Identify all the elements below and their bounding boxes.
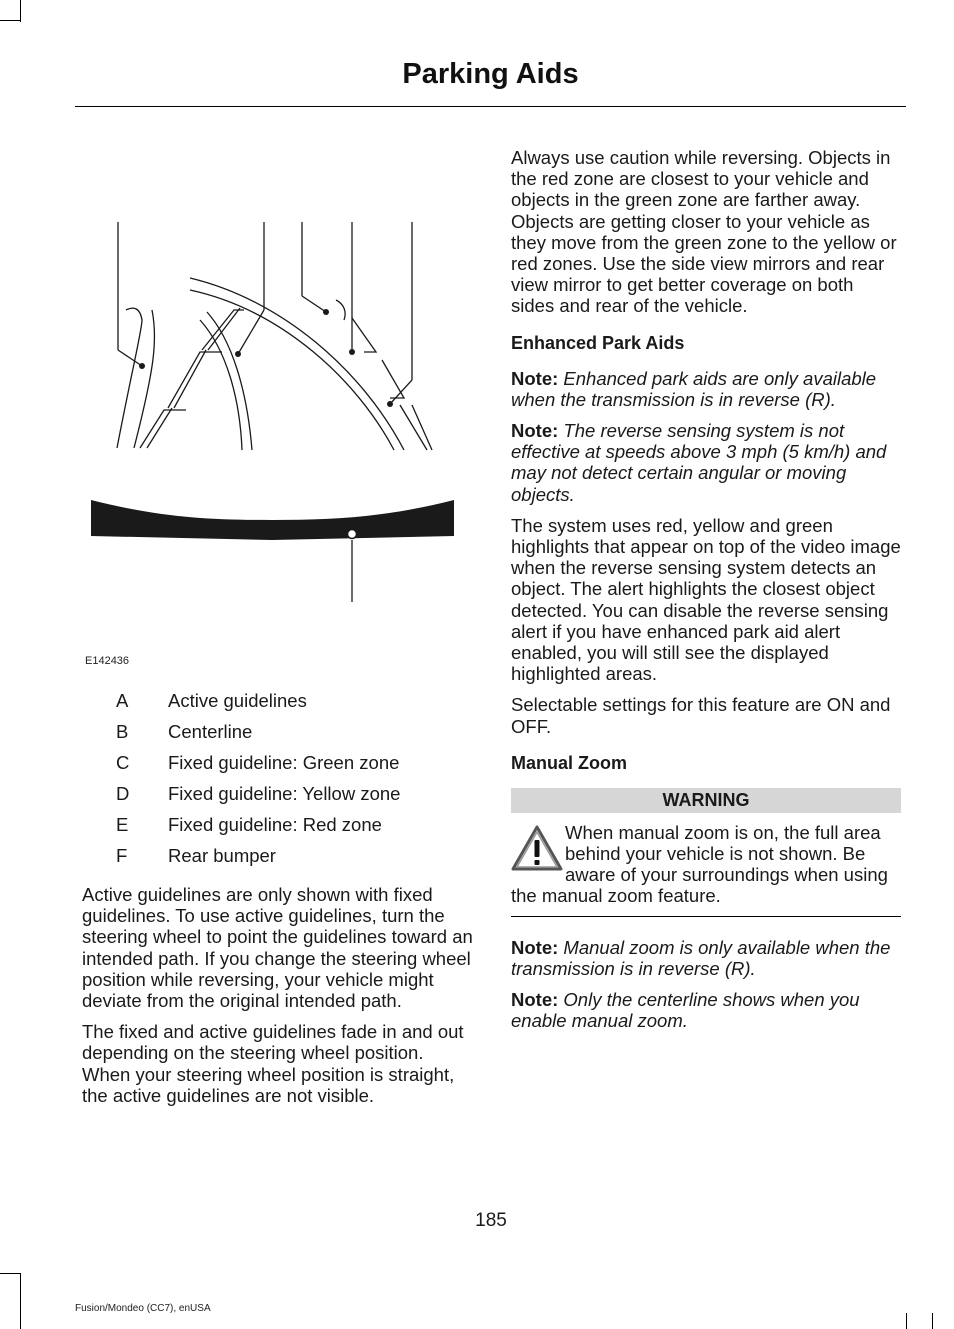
- warning-text: When manual zoom is on, the full area behind your vehicle is not shown. Be aware of your surroundings when using the manual zoom feature.: [511, 821, 888, 907]
- legend-text: Fixed guideline: Green zone: [168, 752, 400, 773]
- paragraph: Active guidelines are only shown with fixed guidelines. To use active guidelines, turn the steering wheel to point the guidelines toward an intended path. If you change the steering wheel position while reversing, your vehicle might deviate from the original intended path.: [82, 884, 473, 1012]
- legend-row: [82, 752, 472, 783]
- legend-row: [82, 845, 472, 876]
- paragraph: The fixed and active guidelines fade in and out depending on the steering wheel position. When your steering wheel position is straight, the active guidelines are not visible.: [82, 1021, 464, 1106]
- warning-rule: [511, 916, 901, 917]
- legend-text: Fixed guideline: Red zone: [168, 814, 382, 835]
- header-rule: [75, 106, 906, 107]
- legend-text: Centerline: [168, 721, 253, 742]
- guidelines-figure: [82, 200, 472, 670]
- paragraph: Selectable settings for this feature are ON and OFF.: [511, 694, 891, 737]
- legend-letter: C: [116, 752, 130, 773]
- legend-row: [82, 814, 472, 845]
- legend-letter: A: [116, 690, 129, 711]
- note: [511, 368, 901, 410]
- legend-text: Active guidelines: [168, 690, 307, 711]
- crop-mark: [906, 1313, 907, 1329]
- note: [511, 420, 901, 505]
- legend-letter: F: [116, 845, 128, 866]
- note-label: Note:: [511, 989, 559, 1011]
- legend-text: Rear bumper: [168, 845, 276, 866]
- legend-row: [82, 690, 472, 721]
- note: [511, 989, 901, 1031]
- warning-triangle-icon: [511, 824, 563, 872]
- legend-text: Fixed guideline: Yellow zone: [168, 783, 401, 804]
- note-body: Enhanced park aids are only available when the transmission is in reverse (R).: [511, 367, 877, 410]
- section-heading: Enhanced Park Aids: [511, 332, 685, 353]
- note: [511, 937, 901, 979]
- warning-box: [511, 822, 901, 907]
- legend-row: [82, 783, 472, 814]
- paragraph: Always use caution while reversing. Objects in the red zone are closest to your vehicle and objects in the green zone are farther away. Objects are getting closer to your vehicle as they move from the green zone to the yellow or red zones. Use the side view mirrors and rear view mirror to get better coverage on both sides and rear of the vehicle.: [511, 147, 897, 317]
- legend-row: [82, 721, 472, 752]
- legend-letter: E: [116, 814, 129, 835]
- crop-mark: [0, 1273, 20, 1274]
- warning-title: WARNING: [511, 788, 901, 813]
- page-title: Parking Aids: [402, 58, 579, 90]
- footer-text: Fusion/Mondeo (CC7), enUSA: [75, 1303, 211, 1314]
- paragraph: The system uses red, yellow and green highlights that appear on top of the video image when the reverse sensing system detects an object. The alert highlights the closest object detected. You can disable the reverse sensing alert if you have enhanced park aid alert enabled, you will still see the displayed highlighted areas.: [511, 514, 901, 685]
- note-label: Note:: [511, 936, 559, 958]
- section-heading: Manual Zoom: [511, 752, 627, 773]
- page-number: 185: [475, 1210, 507, 1231]
- crop-mark: [20, 0, 21, 22]
- figure-legend: [82, 690, 472, 876]
- right-body: [511, 147, 901, 1042]
- note-label: Note:: [511, 367, 559, 389]
- note-body: Manual zoom is only available when the transmission is in reverse (R).: [511, 936, 891, 979]
- crop-mark: [932, 1313, 933, 1329]
- note-body: Only the centerline shows when you enable manual zoom.: [511, 989, 860, 1032]
- legend-letter: B: [116, 721, 129, 742]
- legend-letter: D: [116, 783, 130, 804]
- crop-mark: [0, 20, 20, 21]
- figure-id: E142436: [85, 655, 130, 667]
- left-body: [82, 884, 474, 1116]
- note-label: Note:: [511, 420, 559, 442]
- note-body: The reverse sensing system is not effective at speeds above 3 mph (5 km/h) and may not detect certain angular or moving objects.: [511, 420, 887, 505]
- crop-mark: [20, 1273, 21, 1329]
